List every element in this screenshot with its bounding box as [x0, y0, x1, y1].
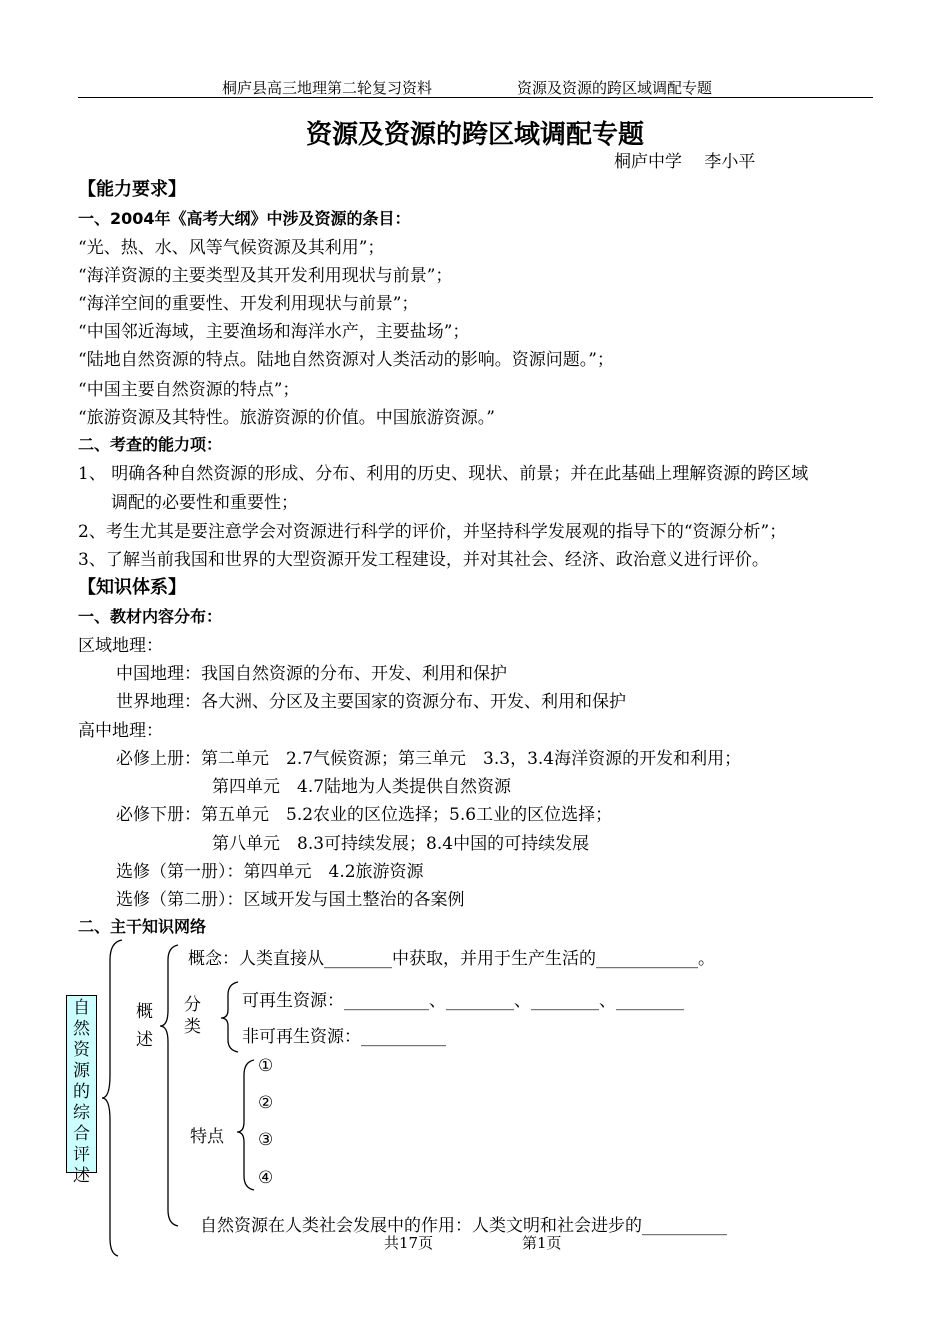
- elective-vol2: 选修（第二册）：区域开发与国土整治的各案例: [116, 890, 465, 910]
- concept-line: 概念：人类直接从________中获取，并用于生产生活的____________。: [188, 949, 715, 969]
- required-vol1-cont: 第四单元 4.7陆地为人类提供自然资源: [212, 777, 512, 797]
- ability-heading: 【能力要求】: [78, 179, 186, 200]
- highschool-label: 高中地理：: [78, 721, 163, 741]
- role-line: 自然资源在人类社会发展中的作用：人类文明和社会进步的__________: [200, 1216, 727, 1236]
- outline-item: “海洋资源的主要类型及其开发利用现状与前景”；: [78, 266, 453, 286]
- natural-resources-box: [66, 995, 97, 1186]
- outline-item: “陆地自然资源的特点。陆地自然资源对人类活动的影响。资源问题。”；: [78, 350, 614, 370]
- header-right: 资源及资源的跨区域调配专题: [517, 79, 713, 97]
- page-title: 资源及资源的跨区域调配专题: [305, 120, 644, 150]
- elective-vol1: 选修（第一册）：第四单元 4.2旅游资源: [116, 862, 424, 882]
- classification-label: 分类: [184, 995, 201, 1037]
- feature-item: ①: [258, 1056, 274, 1076]
- footer-total-pages: 共17页: [384, 1234, 434, 1252]
- regional-label: 区域地理：: [78, 636, 163, 656]
- overview-label: 概述: [136, 1002, 153, 1050]
- outline-item: “中国邻近海域，主要渔场和海洋水产，主要盐场”；: [78, 322, 470, 342]
- features-label: 特点: [190, 1127, 224, 1147]
- feature-item: ②: [258, 1093, 274, 1113]
- feature-item: ④: [258, 1168, 274, 1188]
- knowledge-part2-heading: 二、主干知识网络: [78, 917, 207, 936]
- ability-point: 3、了解当前我国和世界的大型资源开发工程建设，并对其社会、经济、政治意义进行评价。: [78, 550, 769, 570]
- ability-point: 2、考生尤其是要注意学会对资源进行科学的评价，并坚持科学发展观的指导下的“资源分析”；: [78, 522, 787, 542]
- ability-part2-heading: 二、考查的能力项：: [78, 435, 223, 454]
- box-label: 自然资源的综合评述: [73, 998, 90, 1186]
- ability-point-cont: 调配的必要性和重要性；: [111, 493, 298, 513]
- outline-item: “中国主要自然资源的特点”；: [78, 380, 300, 400]
- world-geo: 世界地理：各大洲、分区及主要国家的资源分布、开发、利用和保护: [116, 692, 626, 712]
- header-left: 桐庐县高三地理第二轮复习资料: [222, 79, 433, 97]
- outline-item: “旅游资源及其特性。旅游资源的价值。中国旅游资源。”: [78, 408, 495, 428]
- nonrenewable-line: 非可再生资源：__________: [242, 1027, 446, 1047]
- required-vol2-cont: 第八单元 8.3可持续发展；8.4中国的可持续发展: [212, 834, 590, 854]
- author: 桐庐中学 李小平: [614, 152, 756, 172]
- china-geo: 中国地理：我国自然资源的分布、开发、利用和保护: [116, 664, 507, 684]
- required-vol2: 必修下册：第五单元 5.2农业的区位选择；5.6工业的区位选择；: [116, 805, 613, 825]
- knowledge-heading: 【知识体系】: [78, 577, 186, 598]
- ability-part1-heading: 一、2004年《高考大纲》中涉及资源的条目：: [78, 209, 411, 228]
- knowledge-part1-heading: 一、教材内容分布：: [78, 607, 223, 626]
- ability-point: 1、 明确各种自然资源的形成、分布、利用的历史、现状、前景；并在此基础上理解资源的跨区域: [78, 464, 809, 484]
- outline-item: “光、热、水、风等气候资源及其利用”；: [78, 238, 385, 258]
- feature-item: ③: [258, 1130, 274, 1150]
- renewable-line: 可再生资源：__________、________、________、________: [242, 991, 684, 1011]
- footer-page-number: 第1页: [522, 1234, 562, 1252]
- required-vol1: 必修上册：第二单元 2.7气候资源；第三单元 3.3，3.4海洋资源的开发和利用；: [116, 749, 742, 769]
- outline-item: “海洋空间的重要性、开发利用现状与前景”；: [78, 294, 419, 314]
